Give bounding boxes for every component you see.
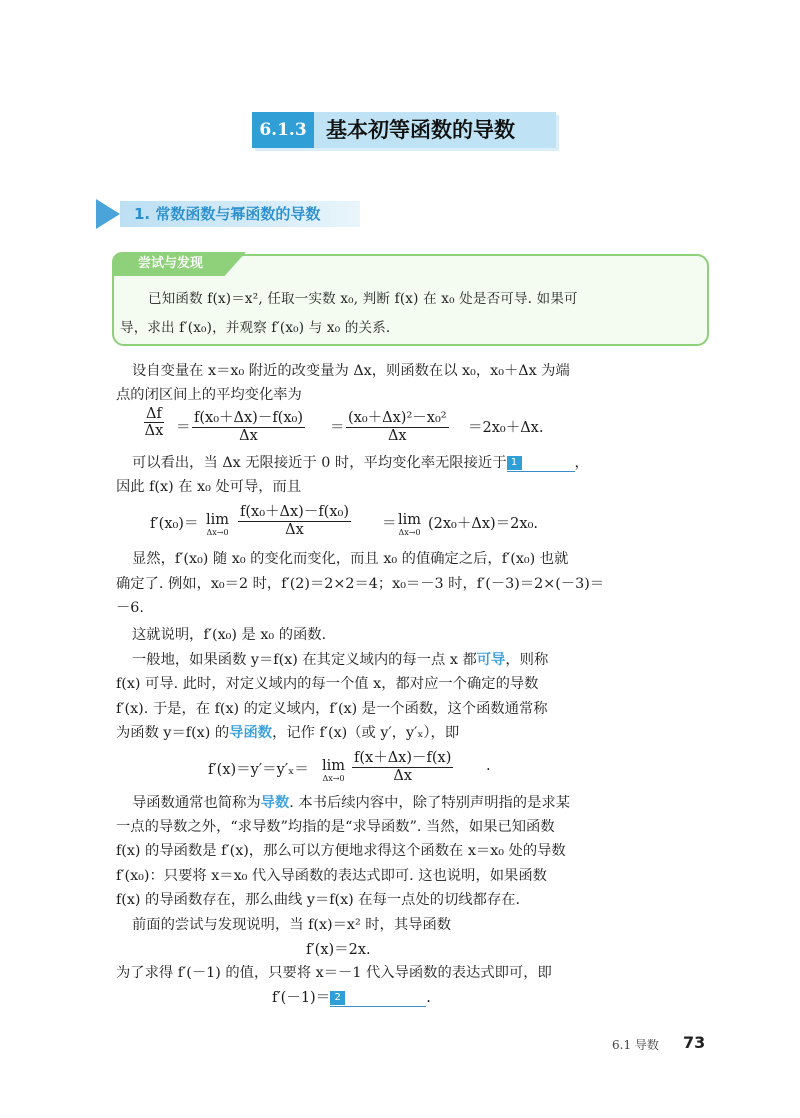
term-highlight: 可导 — [476, 652, 506, 668]
body-text-line: 显然，f′(x₀) 随 x₀ 的变化而变化，而且 x₀ 的值确定之后，f′(x₀) 也就 — [132, 551, 569, 567]
body-text-line: －6. — [116, 600, 144, 616]
blank-number-badge: 1 — [507, 456, 522, 470]
body-text-line: 一点的导数之外，“求导数”均指的是“求导函数”. 当然，如果已知函数 — [116, 819, 555, 835]
arrow-icon — [96, 199, 120, 229]
fill-blank-2[interactable] — [330, 990, 426, 1007]
body-text-line: 导函数通常也简称为导数. 本书后续内容中，除了特别声明指的是求某 — [132, 795, 570, 811]
section-header — [96, 199, 364, 229]
body-text-line: 为了求得 f′(－1) 的值，只要将 x＝－1 代入导函数的表达式即可，即 — [116, 965, 552, 981]
body-text-line: f(x) 可导. 此时，对定义域内的每一个值 x，都对应一个确定的导数 — [116, 676, 539, 692]
fraction: $\frac{f(x+\Delta x)-f(x)}{\Delta x}$ — [352, 746, 453, 784]
footer-section-label: 6.1 导数 — [612, 1038, 659, 1052]
equation-f-prime-minus-1: f′(－1)＝ 2 . — [272, 990, 431, 1006]
body-text-line: 前面的尝试与发现说明，当 f(x)＝x² 时，其导函数 — [132, 917, 452, 933]
body-text-line: 为函数 y＝f(x) 的导函数，记作 f′(x)（或 y′，y′ₓ），即 — [116, 725, 460, 741]
body-text-line: f′(x). 于是，在 f(x) 的定义域内，f′(x) 是一个函数，这个函数通常称 — [116, 701, 548, 717]
explore-text-line: 导，求出 f′(x₀)，并观察 f′(x₀) 与 x₀ 的关系. — [120, 320, 391, 336]
body-text-line: f′(x₀)：只要将 x＝x₀ 代入导函数的表达式即可. 这也说明，如果函数 — [116, 868, 547, 884]
fraction: $\frac{\text{f(x₀＋Δx)－f(x₀)}}{\Delta x}$ — [238, 500, 351, 538]
explore-label — [112, 252, 246, 276]
fill-blank-1[interactable] — [507, 455, 575, 472]
section-number: 6.1.3 — [252, 112, 314, 148]
body-text-line: 这就说明，f′(x₀) 是 x₀ 的函数. — [132, 627, 327, 643]
body-text-line: f(x) 的导函数存在，那么曲线 y＝f(x) 在每一点处的切线都存在. — [116, 892, 521, 908]
blank-number-badge: 2 — [330, 991, 345, 1005]
equation-f-prime-2x: f′(x)＝2x. — [306, 942, 371, 958]
fraction: $\frac{\text{f(x₀＋Δx)－f(x₀)}}{\Delta x}$ — [192, 406, 305, 444]
body-text-line: 点的闭区间上的平均变化率为 — [116, 387, 302, 403]
body-text-line: 一般地，如果函数 y＝f(x) 在其定义域内的每一点 x 都可导，则称 — [132, 652, 549, 668]
body-text-line: 因此 f(x) 在 x₀ 处可导，而且 — [116, 479, 302, 495]
fraction: $\frac{\text{(x₀＋Δx)²－x₀²}}{\Delta x}$ — [346, 406, 449, 444]
section-title: 1. 常数函数与幂函数的导数 — [134, 205, 321, 223]
body-text-line: 确定了. 例如，x₀＝2 时，f′(2)＝2×2＝4；x₀＝－3 时，f′(－3)＝2×(－3)＝ — [116, 576, 605, 592]
fraction: $\frac{\Delta f}{\Delta x}$ — [144, 406, 164, 439]
term-highlight: 导函数 — [229, 725, 273, 741]
explore-text-line: 已知函数 f(x)＝x², 任取一实数 x₀, 判断 f(x) 在 x₀ 处是否可导. 如果可 — [148, 291, 578, 307]
body-text-line: 设自变量在 x＝x₀ 附近的改变量为 Δx，则函数在以 x₀，x₀＋Δx 为端 — [132, 363, 570, 379]
term-highlight: 导数 — [260, 795, 290, 811]
explore-label-text: 尝试与发现 — [138, 256, 204, 271]
page-title: 基本初等函数的导数 — [326, 118, 515, 142]
page-number: 73 — [683, 1033, 706, 1052]
body-text-line: f(x) 的导函数是 f′(x)，那么可以方便地求得这个函数在 x＝x₀ 处的导数 — [116, 843, 566, 859]
title-banner — [252, 112, 556, 148]
body-text-line: 可以看出，当 Δx 无限接近于 0 时，平均变化率无限接近于 1 ， — [132, 455, 589, 471]
